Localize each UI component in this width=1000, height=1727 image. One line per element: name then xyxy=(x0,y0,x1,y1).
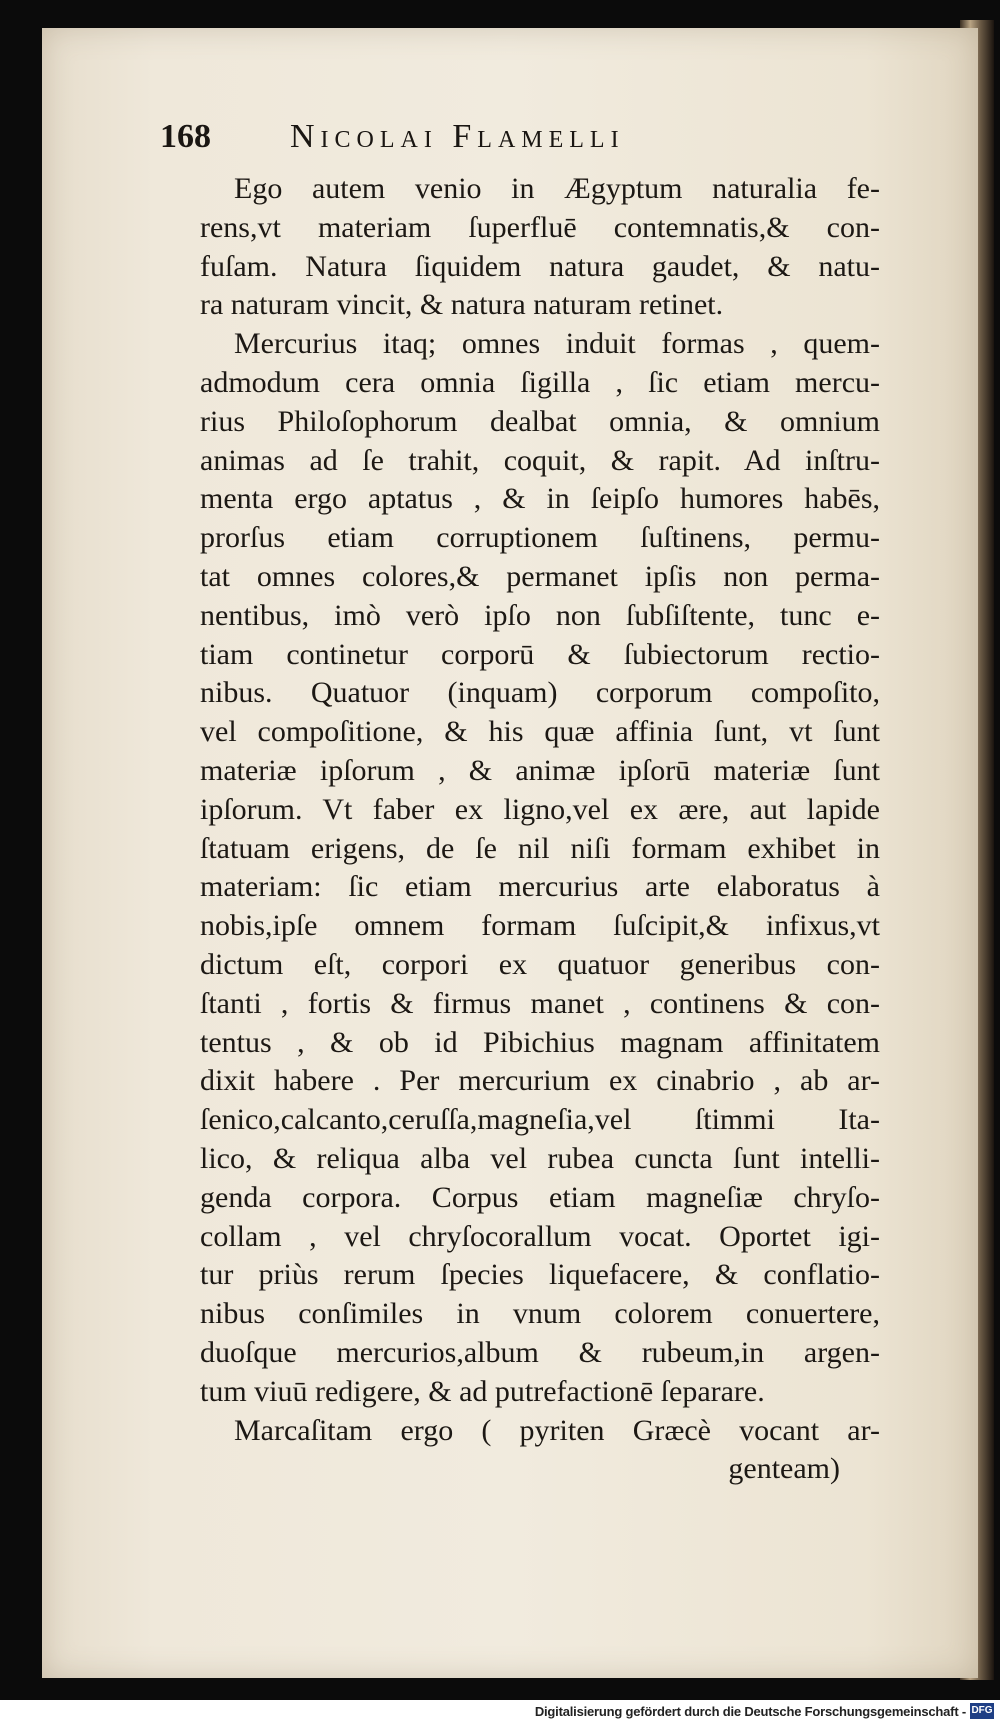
text-line: vel compoſitione, & his quæ affinia ſunt, vt ſunt xyxy=(200,715,880,749)
text-line: materiam: ſic etiam mercurius arte elaboratus à xyxy=(200,870,880,904)
catchword: genteam) xyxy=(728,1452,840,1486)
text-line: duoſque mercurios,album & rubeum,in argen- xyxy=(200,1335,880,1369)
text-line: tat omnes colores,& permanet ipſis non perma- xyxy=(200,559,880,593)
text-line: tum viuū redigere, & ad putrefactionē ſeparare. xyxy=(200,1374,765,1408)
text-line: tentus , & ob id Pibichius magnam affinitatem xyxy=(200,1025,880,1059)
running-title: Nicolai Flamelli xyxy=(290,118,625,155)
text-line: rius Philoſophorum dealbat omnia, & omnium xyxy=(200,404,880,438)
text-line: ſtanti , fortis & firmus manet , continens & con- xyxy=(200,986,880,1020)
text-line: ſenico,calcanto,ceruſſa,magneſia,vel ſtimmi Ita- xyxy=(200,1103,880,1137)
text-line: nibus. Quatuor (inquam) corporum compoſito, xyxy=(200,676,880,710)
text-line: Ego autem venio in Ægyptum naturalia fe- xyxy=(234,172,880,205)
text-line: nobis,ipſe omnem formam ſuſcipit,& infixus,vt xyxy=(200,909,880,943)
text-line: tiam continetur corporū & ſubiectorum rectio- xyxy=(200,637,880,671)
text-line: prorſus etiam corruptionem ſuſtinens, permu- xyxy=(200,521,880,555)
text-line: genda corpora. Corpus etiam magneſiæ chryſo- xyxy=(200,1180,880,1214)
page-number: 168 xyxy=(160,118,211,155)
text-line: Mercurius itaq; omnes induit formas , quem- xyxy=(234,327,880,361)
text-line: dictum eſt, corpori ex quatuor generibus con- xyxy=(200,947,880,981)
text-line: nibus conſimiles in vnum colorem conuertere, xyxy=(200,1297,880,1331)
text-line: animas ad ſe trahit, coquit, & rapit. Ad inſtru- xyxy=(200,443,880,477)
text-line: materiæ ipſorum , & animæ ipſorū materiæ ſunt xyxy=(200,753,880,787)
text-line: Marcaſitam ergo ( pyriten Græcè vocant ar- xyxy=(234,1413,880,1447)
text-line: ra naturam vincit, & natura naturam retinet. xyxy=(200,288,724,322)
text-line: ipſorum. Vt faber ex ligno,vel ex ære, aut lapide xyxy=(200,792,880,826)
text-line: ſtatuam erigens, de ſe nil niſi formam exhibet in xyxy=(200,831,880,865)
text-line: nentibus, imò verò ipſo non ſubſiſtente, tunc e- xyxy=(200,598,880,632)
text-line: tur priùs rerum ſpecies liquefacere, & conflatio- xyxy=(200,1258,880,1292)
text-line: admodum cera omnia ſigilla , ſic etiam mercu- xyxy=(200,365,880,399)
text-line: lico, & reliqua alba vel rubea cuncta ſunt intelli- xyxy=(200,1141,880,1175)
dfg-logo: DFG xyxy=(970,1703,994,1719)
digitization-footer xyxy=(0,1700,1000,1727)
text-line: menta ergo aptatus , & in ſeipſo humores habēs, xyxy=(200,482,880,516)
funding-credit: Digitalisierung gefördert durch die Deutsche Forschungsgemeinschaft - xyxy=(534,1704,966,1719)
body-text xyxy=(200,170,880,1489)
text-line: rens,vt materiam ſuperfluē contemnatis,& con- xyxy=(200,210,880,244)
page-header xyxy=(160,118,800,158)
text-line: dixit habere . Per mercurium ex cinabrio , ab ar- xyxy=(200,1064,880,1098)
text-line: fuſam. Natura ſiquidem natura gaudet, & natu- xyxy=(200,249,880,283)
text-line: collam , vel chryſocorallum vocat. Oportet igi- xyxy=(200,1219,880,1253)
